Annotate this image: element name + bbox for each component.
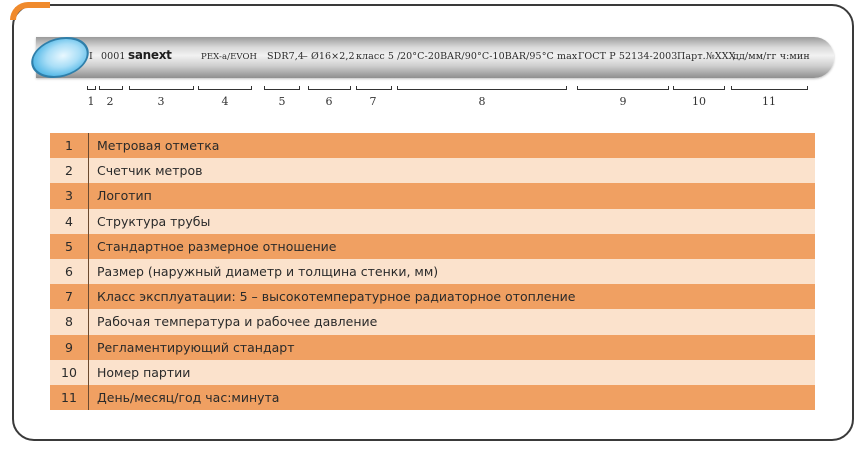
bracket-11 (731, 86, 808, 90)
segment-number: 3 (157, 95, 165, 108)
bracket-9 (577, 86, 669, 90)
legend-number: 11 (50, 385, 89, 410)
pipe-dash: – (303, 51, 308, 62)
legend-label: Метровая отметка (97, 138, 220, 154)
legend-row (50, 133, 815, 158)
legend-number: 6 (50, 259, 89, 284)
bracket-8 (397, 86, 567, 90)
legend-number: 3 (50, 183, 89, 208)
legend-number: 8 (50, 309, 89, 334)
legend-row (50, 259, 815, 284)
legend-row (50, 158, 815, 183)
segment-number: 9 (619, 95, 627, 108)
segment-number: 11 (762, 95, 776, 108)
legend-row (50, 360, 815, 385)
legend-label: Рабочая температура и рабочее давление (97, 314, 378, 330)
pipe-logo (128, 48, 172, 62)
legend-number: 4 (50, 209, 89, 234)
legend-label: Стандартное размерное отношение (97, 238, 337, 254)
legend-number: 2 (50, 158, 89, 183)
bracket-4 (198, 86, 252, 90)
bracket-1 (87, 86, 96, 90)
legend-table (50, 133, 815, 410)
legend-label: День/месяц/год час:минута (97, 389, 280, 405)
segment-number: 1 (87, 95, 95, 108)
segment-number: 10 (692, 95, 706, 108)
bracket-7 (356, 86, 392, 90)
pipe-class: класс 5 / (356, 51, 401, 62)
pipe-size: Ø16×2,2 (311, 51, 355, 62)
bracket-2 (99, 86, 123, 90)
pipe-standard: ГОСТ Р 52134-2003 (578, 51, 678, 62)
legend-label: Номер партии (97, 364, 191, 380)
legend-row (50, 309, 815, 334)
bracket-10 (673, 86, 725, 90)
corner-accent (10, 2, 50, 20)
logo-text: sanext (128, 48, 172, 62)
legend-row (50, 234, 815, 259)
pipe-sdr: SDR7,4 (267, 51, 304, 62)
legend-number: 5 (50, 234, 89, 259)
legend-row (50, 284, 815, 309)
pipe-conditions: 20°C-20BAR/90°C-10BAR/95°C max (400, 51, 578, 62)
pipe-batch: Парт.№XXX (677, 51, 736, 62)
bracket-6 (308, 86, 351, 90)
bracket-5 (264, 86, 300, 90)
legend-label: Структура трубы (97, 213, 211, 229)
legend-row (50, 335, 815, 360)
legend-row (50, 209, 815, 234)
legend-row (50, 385, 815, 410)
pipe-datetime: дд/мм/гг ч:мин (733, 51, 810, 62)
legend-label: Регламентирующий стандарт (97, 339, 295, 355)
legend-label: Класс эксплуатации: 5 – высокотемпературное радиаторное отопление (97, 289, 576, 305)
legend-label: Счетчик метров (97, 163, 203, 179)
segment-number: 7 (369, 95, 377, 108)
bracket-3 (129, 86, 194, 90)
legend-row (50, 183, 815, 208)
legend-number: 1 (50, 133, 89, 158)
legend-label: Размер (наружный диаметр и толщина стенки, мм) (97, 264, 439, 280)
segment-number: 2 (106, 95, 114, 108)
legend-number: 7 (50, 284, 89, 309)
segment-number: 4 (221, 95, 229, 108)
pipe-structure: PEX-a/EVOH (201, 52, 258, 62)
legend-number: 9 (50, 335, 89, 360)
pipe-meter-counter: 0001 (101, 51, 126, 62)
segment-number: 8 (478, 95, 486, 108)
segment-number: 5 (278, 95, 286, 108)
segment-number: 6 (325, 95, 333, 108)
legend-label: Логотип (97, 188, 152, 204)
pipe-meter-mark: I (89, 51, 93, 62)
legend-number: 10 (50, 360, 89, 385)
